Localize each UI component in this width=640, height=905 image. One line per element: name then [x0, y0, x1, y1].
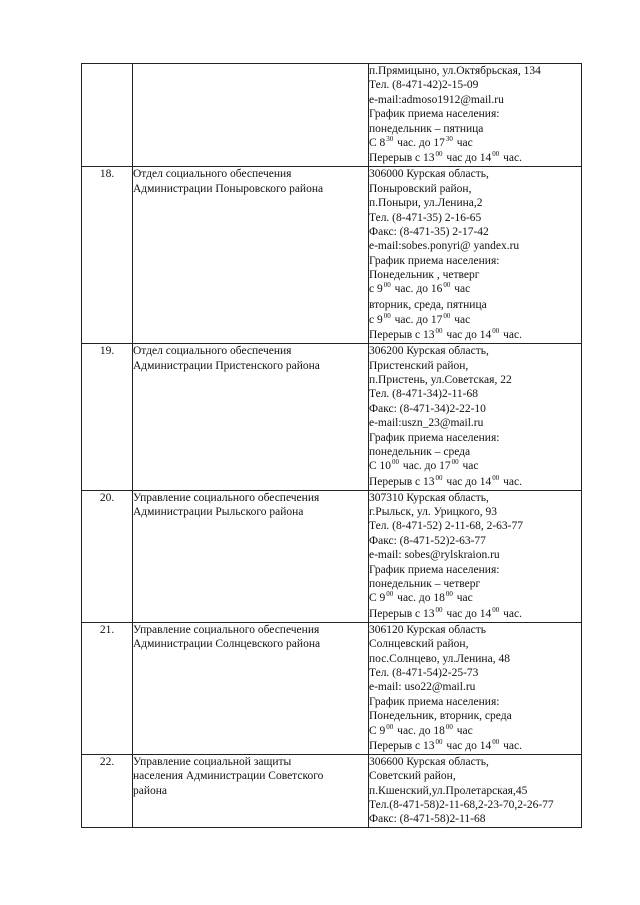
schedule-text: Перерыв с 13 [369, 152, 435, 165]
contact-line: 307310 Курская область, [369, 491, 489, 504]
schedule-line [369, 739, 581, 754]
office-name-line: Управление социального обеспечения [133, 491, 320, 504]
row-number [82, 64, 133, 167]
time-minutes: 00 [435, 327, 443, 336]
contact-line: Факс: (8-471-58)2-11-68 [369, 813, 486, 826]
schedule-text: час [462, 460, 479, 473]
schedule-text: час [454, 283, 471, 296]
contact-line: понедельник – пятница [369, 122, 484, 135]
time-minutes: 00 [443, 311, 451, 320]
contact-line: понедельник – четверг [369, 578, 481, 591]
schedule-text: с 9 [369, 313, 383, 326]
schedule-text: С 9 [369, 724, 386, 737]
contact-line: понедельник – среда [369, 445, 471, 458]
contact-line: Тел. (8-471-34)2-11-68 [369, 388, 478, 401]
contact-line: п.Пристень, ул.Советская, 22 [369, 373, 512, 386]
contact-line: п.Поныри, ул.Ленина,2 [369, 197, 483, 210]
contact-line: e-mail:sobes.ponyri@ yandex.ru [369, 240, 520, 253]
contact-line: Понедельник , четверг [369, 269, 480, 282]
contact-line: 306600 Курская область, [369, 755, 489, 768]
contact-line: Тел.(8-471-58)2-11-68,2-23-70,2-26-77 [369, 799, 554, 812]
office-contacts [369, 64, 582, 167]
schedule-text: час. до 16 [394, 283, 443, 296]
contact-line: г.Рыльск, ул. Урицкого, 93 [369, 506, 497, 519]
schedule-text: час. [503, 475, 522, 488]
office-name-line: Администрации Пристенского района [133, 359, 320, 372]
offices-table [81, 63, 582, 828]
contact-line: п.Прямицыно, ул.Октябрьская, 134 [369, 65, 541, 77]
time-minutes: 00 [451, 458, 459, 467]
contact-line: Факс: (8-471-52)2-63-77 [369, 534, 486, 547]
contact-line: Тел. (8-471-54)2-25-73 [369, 666, 479, 679]
schedule-text: час [456, 724, 473, 737]
schedule-text: час. [503, 329, 522, 342]
time-minutes: 00 [443, 281, 451, 290]
table-row [82, 754, 582, 827]
schedule-line [369, 298, 581, 313]
office-contacts [369, 754, 582, 827]
office-name-line: Администрации Солнцевского района [133, 638, 321, 651]
schedule-text: час до 14 [446, 607, 492, 620]
time-minutes: 30 [386, 134, 394, 143]
schedule-text: час [456, 136, 473, 149]
table-row [82, 64, 582, 167]
schedule-line [369, 475, 581, 490]
contact-line: График приема населения: [369, 695, 500, 708]
contact-line: 306120 Курская область [369, 623, 486, 636]
contact-line: Тел. (8-471-35) 2-16-65 [369, 211, 482, 224]
schedule-line [369, 591, 581, 606]
time-minutes: 00 [492, 150, 500, 159]
schedule-text: Перерыв с 13 [369, 607, 435, 620]
time-minutes: 00 [435, 150, 443, 159]
table-row [82, 622, 582, 754]
office-name-line: Администрации Рыльского района [133, 506, 304, 519]
schedule-text: час [456, 592, 473, 605]
time-minutes: 00 [386, 722, 394, 731]
office-name [133, 754, 369, 827]
table-row [82, 167, 582, 344]
schedule-text: Перерыв с 13 [369, 475, 435, 488]
schedule-line [369, 328, 581, 343]
schedule-line [369, 607, 581, 622]
time-minutes: 00 [386, 590, 394, 599]
contact-line: e-mail:uszn_23@mail.ru [369, 417, 484, 430]
contact-line: Тел. (8-471-52) 2-11-68, 2-63-77 [369, 520, 524, 533]
time-minutes: 00 [492, 473, 500, 482]
time-minutes: 30 [445, 134, 453, 143]
office-name-line: населения Администрации Советского [133, 770, 324, 783]
row-number: 18. [82, 167, 133, 344]
time-minutes: 00 [492, 605, 500, 614]
schedule-text: час до 14 [446, 329, 492, 342]
schedule-line [369, 282, 581, 297]
office-name [133, 344, 369, 491]
schedule-text: вторник, среда, пятница [369, 298, 487, 311]
contact-line: Факс: (8-471-34)2-22-10 [369, 402, 486, 415]
contact-line: Советский район, [369, 770, 456, 783]
office-name-line: Управление социальной защиты [133, 755, 292, 768]
contact-line: График приема населения: [369, 108, 500, 121]
schedule-line [369, 313, 581, 328]
row-number: 20. [82, 490, 133, 622]
contact-line: График приема населения: [369, 431, 500, 444]
contact-line: пос.Солнцево, ул.Ленина, 48 [369, 652, 510, 665]
schedule-text: час. [503, 739, 522, 752]
contact-line: e-mail: uso22@mail.ru [369, 681, 476, 694]
schedule-text: час. до 17 [397, 136, 445, 149]
row-number: 19. [82, 344, 133, 491]
schedule-text: час. [503, 607, 522, 620]
schedule-text: час. до 17 [402, 460, 451, 473]
schedule-line [369, 136, 581, 151]
schedule-text: С 8 [369, 136, 386, 149]
schedule-text: С 9 [369, 592, 386, 605]
time-minutes: 00 [492, 737, 500, 746]
schedule-text: час. до 18 [397, 724, 445, 737]
time-minutes: 00 [445, 722, 453, 731]
schedule-text: час. до 18 [397, 592, 445, 605]
contact-line: График приема населения: [369, 254, 500, 267]
contact-line: Понедельник, вторник, среда [369, 710, 512, 723]
time-minutes: 00 [445, 590, 453, 599]
row-number: 22. [82, 754, 133, 827]
schedule-line [369, 151, 581, 166]
schedule-text: Перерыв с 13 [369, 739, 435, 752]
schedule-text: час. [503, 152, 522, 165]
row-number: 21. [82, 622, 133, 754]
contact-line: Пристенский район, [369, 359, 469, 372]
office-name-line: Управление социального обеспечения [133, 623, 320, 636]
schedule-text: час до 14 [446, 739, 492, 752]
office-contacts [369, 490, 582, 622]
time-minutes: 00 [435, 737, 443, 746]
time-minutes: 00 [435, 605, 443, 614]
contact-line: График приема населения: [369, 563, 500, 576]
table-row [82, 490, 582, 622]
office-name-line: Администрации Поныровского района [133, 182, 324, 195]
contact-line: 306200 Курская область, [369, 345, 489, 358]
office-name-line: Отдел социального обеспечения [133, 168, 292, 181]
time-minutes: 00 [435, 473, 443, 482]
office-name [133, 490, 369, 622]
office-name-line: района [133, 784, 168, 797]
contact-line: 306000 Курская область, [369, 168, 489, 181]
schedule-text: С 10 [369, 460, 392, 473]
time-minutes: 00 [392, 458, 400, 467]
office-contacts [369, 167, 582, 344]
contact-line: Факс: (8-471-35) 2-17-42 [369, 225, 489, 238]
schedule-text: час до 14 [446, 475, 492, 488]
schedule-text: час [454, 313, 471, 326]
time-minutes: 00 [383, 311, 391, 320]
office-name [133, 622, 369, 754]
schedule-line [369, 724, 581, 739]
schedule-text: Перерыв с 13 [369, 329, 435, 342]
office-name [133, 167, 369, 344]
schedule-line [369, 459, 581, 474]
contact-line: e-mail:admoso1912@mail.ru [369, 93, 504, 106]
office-contacts [369, 344, 582, 491]
office-name-line: Отдел социального обеспечения [133, 345, 292, 358]
schedule-text: с 9 [369, 283, 383, 296]
schedule-text: час. до 17 [394, 313, 443, 326]
schedule-text: час до 14 [446, 152, 492, 165]
table-row [82, 344, 582, 491]
time-minutes: 00 [492, 327, 500, 336]
contact-line: Поныровский район, [369, 182, 472, 195]
contact-line: п.Кшенский,ул.Пролетарская,45 [369, 784, 528, 797]
office-name [133, 64, 369, 167]
contact-line: Тел. (8-471-42)2-15-09 [369, 79, 479, 92]
contact-line: Солнцевский район, [369, 638, 469, 651]
contact-line: e-mail: sobes@rylskraion.ru [369, 549, 500, 562]
office-contacts [369, 622, 582, 754]
time-minutes: 00 [383, 281, 391, 290]
